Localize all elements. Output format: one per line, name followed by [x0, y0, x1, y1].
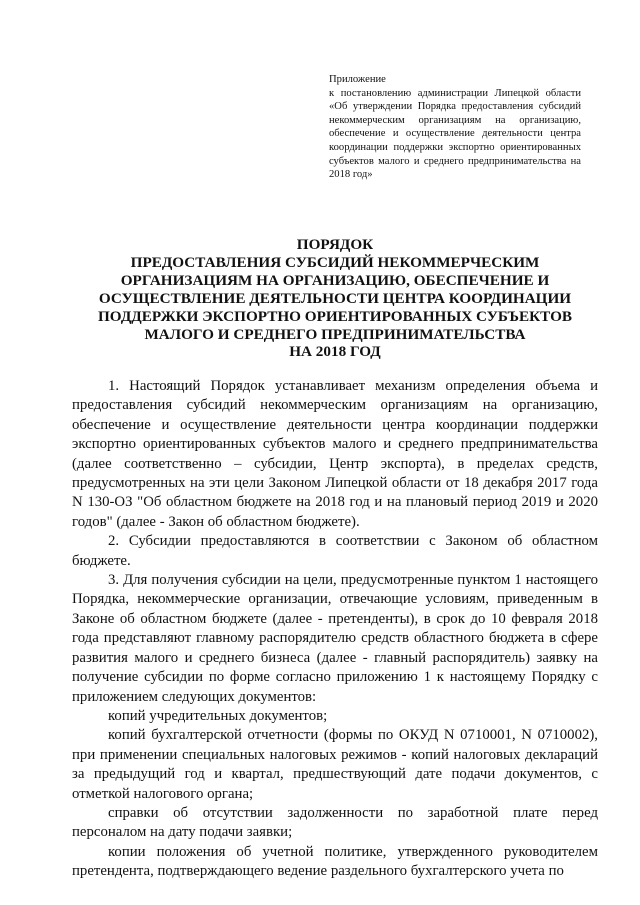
- appendix-heading: Приложение: [329, 74, 386, 85]
- title-line: ПОДДЕРЖКИ ЭКСПОРТНО ОРИЕНТИРОВАННЫХ СУБЪЕКТОВ: [97, 307, 573, 325]
- title-line: ОРГАНИЗАЦИЯМ НА ОРГАНИЗАЦИЮ, ОБЕСПЕЧЕНИЕ И: [120, 271, 550, 289]
- list-item-constituent-docs: копий учредительных документов;: [108, 707, 328, 724]
- document-body: [72, 377, 598, 882]
- title-line: НА 2018 ГОД: [289, 343, 381, 361]
- list-item-accounting-policy: копии положения об учетной политике, утвержденного руководителем претендента, подтверждающего ведение раздельного бухгалтерского учета по: [72, 843, 598, 880]
- appendix-block: [329, 73, 581, 182]
- title-line: ОСУЩЕСТВЛЕНИЕ ДЕЯТЕЛЬНОСТИ ЦЕНТРА КООРДИНАЦИИ: [98, 289, 572, 307]
- title-line: ПРЕДОСТАВЛЕНИЯ СУБСИДИЙ НЕКОММЕРЧЕСКИМ: [130, 253, 540, 271]
- paragraph-2: 2. Субсидии предоставляются в соответствии с Законом об областном бюджете.: [72, 533, 598, 569]
- title-line: ПОРЯДОК: [296, 236, 374, 253]
- paragraph-3: 3. Для получения субсидии на цели, предусмотренные пунктом 1 настоящего Порядка, некоммерческие организации, отвечающие условиям, приведенным в Законе об областном бюджете (далее - претенденты), в срок до 10 февраля 2018 года представляют главному распорядителю средств областного бюджета в сфере развития малого и среднего бизнеса (далее - главный распорядитель) заявку на получение субсидии по форме согласно приложению 1 к настоящему Порядку с приложением следующих документов:: [72, 572, 598, 705]
- document-title: [72, 236, 598, 361]
- title-line: МАЛОГО И СРЕДНЕГО ПРЕДПРИНИМАТЕЛЬСТВА: [144, 325, 526, 343]
- paragraph-1: 1. Настоящий Порядок устанавливает механизм определения объема и предоставления субсидий некоммерческим организациям на организацию, обеспечение и осуществление деятельности центра координации поддержки экспортно ориентированных субъектов малого и среднего предпринимательства (далее соответственно – субсидии, Центр экспорта), в пределах средств, предусмотренных на эти цели Законом Липецкой области от 18 декабря 2017 года N 130-ОЗ "Об областном бюджете на 2018 год и на плановый период 2019 и 2020 годов" (далее - Закон об областном бюджете).: [72, 378, 598, 530]
- list-item-salary-debt-certificate: справки об отсутствии задолженности по заработной плате перед персоналом на дату подачи заявки;: [72, 804, 598, 841]
- appendix-text: к постановлению администрации Липецкой области «Об утверждении Порядка предоставления субсидий некоммерческим организациям на организацию, обеспечение и осуществление деятельности центра координации поддержки экспортно ориентированных субъектов малого и среднего предпринимательства на 2018 год»: [329, 87, 581, 181]
- list-item-accounting-reports: копий бухгалтерской отчетности (формы по ОКУД N 0710001, N 0710002), при применении специальных налоговых режимов - копий налоговых деклараций за предыдущий год и квартал, предшествующий дате подачи документов, с отметкой налогового органа;: [72, 727, 598, 802]
